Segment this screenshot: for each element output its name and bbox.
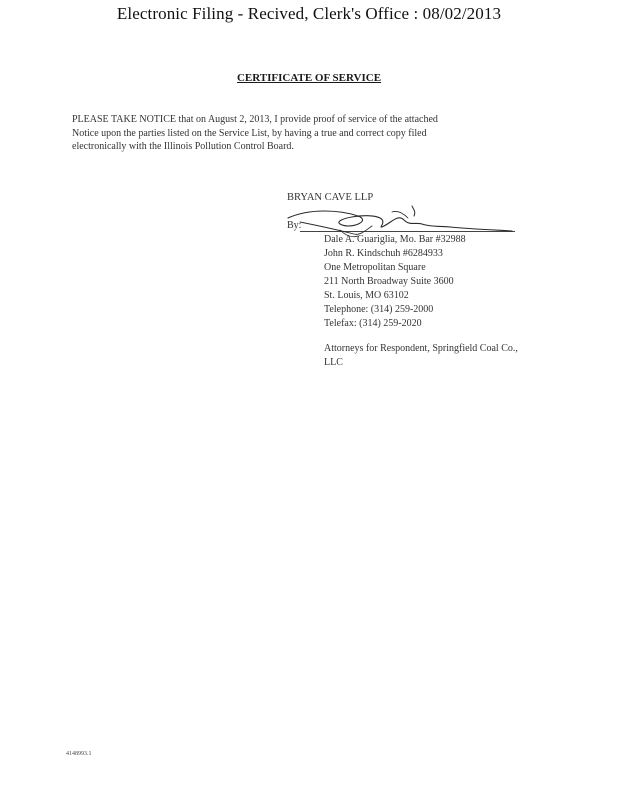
by-label: By: — [287, 220, 302, 231]
signatory-block — [324, 233, 466, 331]
attorneys-for-text: Attorneys for Respondent, Springfield Coal Co., LLC — [324, 343, 518, 368]
signatory-line: One Metropolitan Square — [324, 262, 426, 273]
signatory-line: John R. Kindschuh #6284933 — [324, 248, 443, 259]
notice-line: PLEASE TAKE NOTICE that on August 2, 2013, I provide proof of service of the attached — [72, 114, 438, 125]
document-title: CERTIFICATE OF SERVICE — [236, 72, 382, 84]
document-number: 4148993.1 — [66, 751, 92, 757]
electronic-filing-stamp: Electronic Filing - Recived, Clerk's Office : 08/02/2013 — [116, 4, 502, 23]
signatory-line: Dale A. Guariglia, Mo. Bar #32988 — [324, 234, 466, 245]
signatory-line: 211 North Broadway Suite 3600 — [324, 276, 454, 287]
signatory-line: St. Louis, MO 63102 — [324, 290, 409, 301]
signatory-line: Telephone: (314) 259-2000 — [324, 304, 434, 315]
law-firm-name: BRYAN CAVE LLP — [287, 192, 374, 203]
signatory-line: Telefax: (314) 259-2020 — [324, 318, 422, 329]
notice-line: electronically with the Illinois Pollution Control Board. — [72, 141, 294, 152]
notice-paragraph — [72, 113, 522, 154]
notice-line: Notice upon the parties listed on the Service List, by having a true and correct copy filed — [72, 127, 427, 139]
